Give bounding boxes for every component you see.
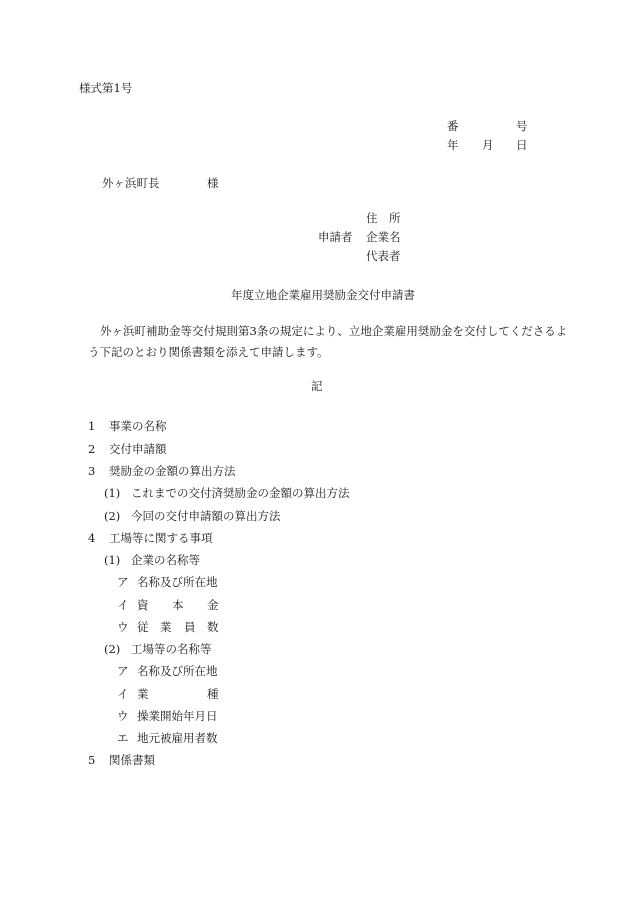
item-4-1-i-char-1: 資: [137, 598, 149, 612]
item-3-number: 3: [88, 464, 96, 478]
item-1-number: 1: [88, 419, 96, 433]
doc-number-ban: 番: [447, 119, 459, 133]
item-4-1-i-char-2: 本: [172, 598, 184, 612]
addressee-honorific: 様: [207, 176, 219, 190]
item-3-1-label: これまでの交付済奨励金の金額の算出方法: [131, 486, 350, 500]
item-4-1-u-char-3: 員: [184, 620, 196, 634]
item-4-1-u-number: ウ: [117, 620, 129, 634]
item-4-2-a-label: 名称及び所在地: [137, 664, 218, 678]
item-4-1-u-char-2: 業: [160, 620, 172, 634]
item-4-2-i-char-1: 業: [137, 687, 149, 701]
item-4-2-i-number: イ: [117, 687, 129, 701]
item-3-2-label: 今回の交付申請額の算出方法: [131, 509, 281, 523]
item-4-1-u-char-1: 従: [137, 620, 149, 634]
item-4-2-e-number: エ: [117, 731, 129, 745]
item-4-2-u-label: 操業開始年月日: [137, 709, 218, 723]
body-paragraph: 外ヶ浜町補助金等交付規則第3条の規定により、立地企業雇用奨励金を交付してくださるよう下記のとおり関係書類を添えて申請します。: [88, 324, 568, 359]
item-4-2-number: (2): [104, 642, 121, 656]
applicant-label: 申請者: [318, 230, 353, 244]
item-4-1-u-char-4: 数: [207, 620, 219, 634]
ki-heading: 記: [311, 379, 323, 393]
item-3-1-number: (1): [104, 486, 121, 500]
applicant-representative-label: 代表者: [366, 249, 401, 263]
item-5-number: 5: [88, 753, 96, 767]
date-month: 月: [482, 138, 494, 152]
doc-number-go: 号: [516, 119, 528, 133]
item-2-number: 2: [88, 442, 96, 456]
addressee-name: 外ヶ浜町長: [102, 176, 160, 190]
item-4-1-i-char-3: 金: [207, 598, 219, 612]
item-4-label: 工場等に関する事項: [109, 531, 213, 545]
item-4-number: 4: [88, 531, 96, 545]
item-4-1-number: (1): [104, 553, 121, 567]
item-4-1-a-number: ア: [117, 575, 129, 589]
item-3-2-number: (2): [104, 509, 121, 523]
item-4-2-e-label: 地元被雇用者数: [137, 731, 218, 745]
item-5-label: 関係書類: [109, 753, 155, 767]
date-year: 年: [447, 138, 459, 152]
item-3-label: 奨励金の金額の算出方法: [109, 464, 236, 478]
item-1-label: 事業の名称: [109, 419, 167, 433]
form-number: 様式第1号: [79, 81, 133, 95]
item-4-2-label: 工場等の名称等: [131, 642, 212, 656]
item-4-2-i-char-2: 種: [207, 687, 219, 701]
applicant-company-label: 企業名: [366, 230, 401, 244]
applicant-address-label: 住 所: [366, 211, 401, 225]
item-4-2-u-number: ウ: [117, 709, 129, 723]
item-4-1-a-label: 名称及び所在地: [137, 575, 218, 589]
document-title: 年度立地企業雇用奨励金交付申請書: [231, 288, 415, 302]
date-day: 日: [516, 138, 528, 152]
item-4-1-label: 企業の名称等: [131, 553, 200, 567]
item-2-label: 交付申請額: [109, 442, 167, 456]
item-4-1-i-number: イ: [117, 598, 129, 612]
item-4-2-a-number: ア: [117, 664, 129, 678]
